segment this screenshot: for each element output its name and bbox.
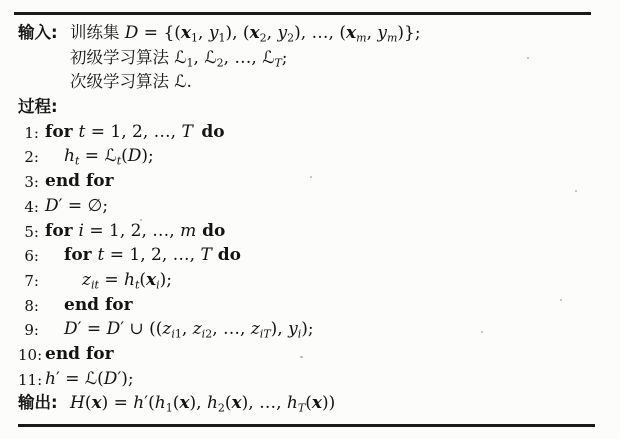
- math-segment: ,: [266, 23, 278, 43]
- math-segment: y: [277, 23, 288, 43]
- math-segment: ,: [181, 319, 193, 340]
- math-segment: ), …,: [241, 393, 287, 414]
- math-segment: x: [345, 23, 357, 43]
- math-segment: 2: [216, 56, 224, 70]
- math-segment: for: [64, 245, 98, 266]
- math-segment: = 1, 2, …,: [83, 220, 181, 241]
- math-segment: ,: [366, 23, 378, 43]
- math-segment: t: [134, 278, 140, 292]
- math-segment: 1: [186, 56, 194, 70]
- step-number: 4:: [24, 197, 39, 216]
- input-line: [18, 70, 608, 95]
- step-number: 5:: [24, 222, 39, 241]
- math-segment: 2: [287, 31, 295, 45]
- math-segment: z: [82, 269, 91, 290]
- math-segment: h: [133, 393, 145, 414]
- math-segment: 1: [174, 327, 182, 341]
- math-segment: ℒ: [104, 146, 117, 167]
- math-segment: )};: [397, 23, 421, 43]
- math-segment: h: [206, 393, 218, 414]
- math-segment: ′);: [117, 368, 134, 389]
- math-segment: =: [98, 269, 124, 290]
- math-segment: h: [154, 393, 166, 414]
- math-segment: D: [64, 319, 78, 340]
- output-line: [18, 391, 608, 421]
- algorithm-content: [18, 21, 608, 422]
- math-segment: i: [201, 327, 206, 341]
- math-segment: x: [180, 23, 192, 43]
- math-segment: (: [97, 368, 104, 389]
- math-segment: i: [156, 278, 160, 292]
- math-segment: H: [70, 393, 85, 414]
- math-segment: it: [90, 278, 99, 292]
- math-segment: 2: [217, 401, 225, 415]
- algorithm-step: [18, 144, 608, 169]
- algorithm-step: [18, 293, 608, 318]
- math-segment: t: [78, 121, 86, 142]
- math-segment: do: [192, 121, 225, 142]
- step-number: 6:: [24, 247, 39, 266]
- step-body: [45, 219, 225, 244]
- step-body: [45, 169, 114, 194]
- math-segment: h: [64, 146, 75, 167]
- math-segment: x: [231, 393, 242, 414]
- math-segment: end for: [45, 171, 114, 192]
- math-segment: T: [297, 401, 306, 415]
- math-segment: y: [288, 319, 298, 340]
- math-segment: ℒ: [174, 72, 187, 93]
- algorithm-step: [18, 268, 608, 293]
- math-segment: (: [121, 146, 128, 167]
- step-body: [45, 342, 114, 367]
- math-segment: = {(: [138, 23, 181, 43]
- math-segment: = 1, 2, …,: [85, 121, 182, 142]
- math-segment: x: [249, 23, 260, 43]
- steps-list: [18, 120, 608, 392]
- math-segment: .: [186, 72, 192, 93]
- math-segment: z: [192, 319, 202, 340]
- math-segment: 1: [191, 31, 199, 45]
- algorithm-step: [18, 169, 608, 194]
- math-segment: , …,: [212, 319, 251, 340]
- math-segment: i: [78, 220, 84, 241]
- math-segment: m: [356, 31, 367, 45]
- math-segment: 2: [205, 327, 213, 341]
- math-segment: 训练集: [70, 23, 125, 42]
- math-segment: ,: [198, 23, 209, 43]
- math-segment: D: [124, 23, 139, 43]
- math-segment: end for: [45, 343, 114, 364]
- math-segment: h: [286, 393, 298, 414]
- math-segment: h: [45, 368, 56, 389]
- step-number: 1:: [24, 123, 39, 142]
- math-segment: m: [180, 220, 197, 241]
- math-segment: ,: [193, 47, 205, 68]
- step-number: 9:: [24, 321, 39, 340]
- math-segment: ℒ: [174, 47, 187, 68]
- math-segment: h: [123, 269, 135, 290]
- math-segment: end for: [64, 294, 133, 315]
- math-segment: T: [200, 245, 212, 266]
- math-segment: );: [141, 146, 154, 167]
- algorithm-step: [18, 194, 608, 219]
- math-segment: ),: [270, 319, 289, 340]
- math-segment: 2: [259, 31, 267, 45]
- math-segment: );: [301, 319, 314, 340]
- math-segment: ′(: [144, 393, 155, 414]
- math-segment: (: [305, 393, 312, 414]
- math-segment: for: [45, 220, 79, 241]
- math-segment: D: [45, 195, 59, 216]
- math-segment: D: [106, 319, 121, 340]
- step-body: [45, 367, 134, 392]
- step-number: 8:: [24, 296, 39, 315]
- math-segment: D: [103, 368, 118, 389]
- math-segment: ),: [189, 393, 207, 414]
- math-segment: x: [91, 393, 102, 414]
- math-segment: z: [250, 319, 260, 340]
- math-segment: i: [171, 327, 175, 341]
- math-segment: 初级学习算法: [70, 47, 175, 67]
- step-body: [45, 194, 108, 219]
- math-segment: ′ =: [77, 319, 107, 340]
- step-number: 7:: [24, 271, 39, 290]
- math-segment: (: [172, 393, 180, 414]
- math-segment: y: [377, 23, 387, 43]
- input-label: 输入:: [18, 23, 58, 42]
- algorithm-step: [18, 243, 608, 268]
- math-segment: T: [181, 121, 193, 142]
- math-segment: T: [274, 56, 282, 70]
- math-segment: = 1, 2, …,: [104, 245, 201, 266]
- step-number: 11:: [18, 370, 43, 389]
- step-body: [45, 243, 241, 268]
- math-segment: ℒ: [204, 47, 217, 68]
- step-number: 10:: [18, 345, 43, 364]
- math-segment: D: [127, 146, 142, 167]
- math-segment: ), …, (: [294, 23, 346, 43]
- math-segment: do: [196, 220, 226, 241]
- step-body: [45, 144, 154, 169]
- math-segment: ′ ∪ ((: [120, 319, 163, 340]
- algorithm-step: [18, 317, 608, 342]
- algorithm-step: [18, 367, 608, 392]
- step-body: [45, 293, 133, 318]
- math-segment: 1: [218, 31, 226, 45]
- math-segment: ;: [281, 47, 288, 68]
- math-segment: do: [211, 245, 241, 266]
- math-segment: for: [45, 121, 79, 142]
- math-segment: )): [322, 393, 336, 414]
- input-block: [18, 21, 608, 95]
- math-segment: i: [297, 327, 302, 341]
- math-segment: (: [139, 269, 146, 290]
- process-line: [18, 95, 608, 120]
- math-segment: x: [146, 269, 157, 290]
- math-segment: z: [162, 319, 172, 340]
- step-number: 2:: [24, 148, 39, 167]
- math-segment: y: [208, 23, 219, 43]
- math-segment: m: [386, 31, 398, 45]
- math-segment: x: [311, 393, 322, 414]
- step-body: [45, 268, 172, 293]
- math-segment: , …,: [223, 47, 263, 68]
- step-body: [45, 120, 225, 145]
- math-segment: iT: [259, 327, 271, 341]
- step-number: 3:: [24, 173, 39, 192]
- input-line: [18, 46, 608, 71]
- math-segment: t: [97, 245, 105, 266]
- math-segment: t: [74, 154, 80, 168]
- process-label: 过程:: [18, 97, 58, 117]
- algorithm-step: [18, 219, 608, 244]
- input-line: [18, 21, 608, 46]
- math-segment: (: [224, 393, 232, 414]
- top-rule: [14, 12, 591, 15]
- math-segment: 次级学习算法: [70, 72, 175, 92]
- math-segment: ′ =: [55, 368, 85, 389]
- math-segment: ℒ: [262, 47, 275, 68]
- bottom-rule: [18, 424, 595, 427]
- algorithm-step: [18, 342, 608, 367]
- math-segment: 1: [165, 401, 173, 415]
- math-segment: (: [84, 393, 92, 414]
- step-body: [45, 317, 314, 342]
- output-label: 输出:: [18, 393, 58, 413]
- math-segment: ℒ: [84, 368, 98, 389]
- math-segment: ′ = ∅;: [58, 195, 109, 216]
- algorithm-step: [18, 120, 608, 145]
- math-segment: ), (: [225, 23, 250, 43]
- math-segment: x: [179, 393, 190, 414]
- math-segment: );: [159, 269, 173, 290]
- math-segment: t: [116, 154, 122, 168]
- math-segment: ) =: [101, 393, 134, 414]
- math-segment: =: [79, 146, 105, 167]
